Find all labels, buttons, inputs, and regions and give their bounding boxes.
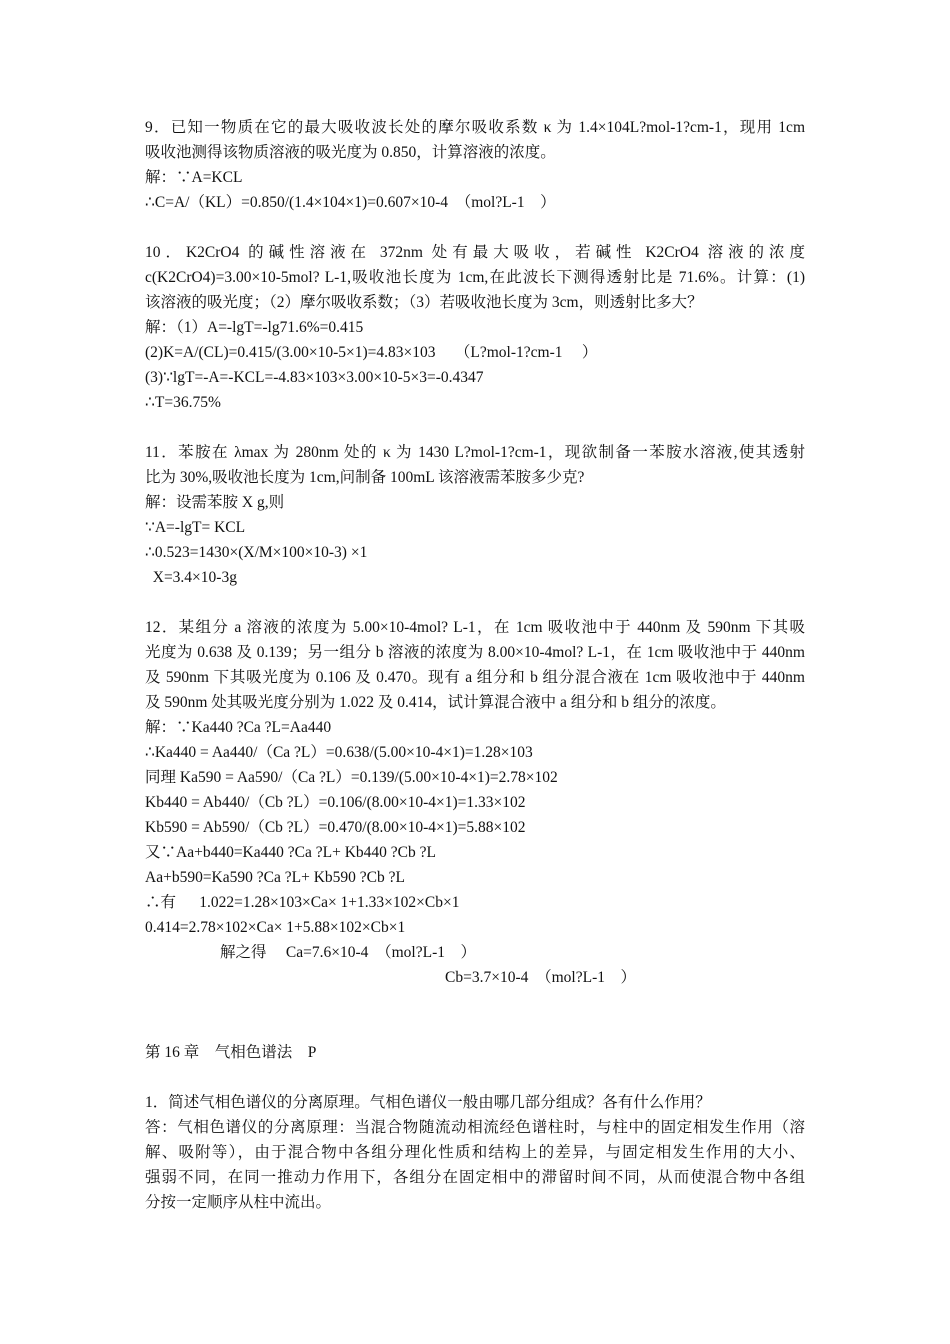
q12-solution-line-6: 又∵Aa+b440=Ka440 ?Ca ?L+ Kb440 ?Cb ?L — [145, 844, 436, 861]
q12-solution-line-10: 解之得 Ca=7.6×10-4 （mol?L-1 ） — [220, 944, 476, 961]
gc-q1-answer-line-2: 解、吸附等），由于混合物中各组分理化性质和结构上的差异，与固定相发生作用的大小、 — [145, 1144, 805, 1161]
q12-solution-line-1: 解：∵Ka440 ?Ca ?L=Aa440 — [145, 719, 332, 736]
q10-solution-line-2: (2)K=A/(CL)=0.415/(3.00×10-5×1)=4.83×103 （L?mol-1?cm-1 ） — [145, 344, 598, 361]
q11-line-2: 比为 30%,吸收池长度为 1cm,问制备 100mL 该溶液需苯胺多少克? — [145, 469, 585, 486]
q11-solution-line-1: 解：设需苯胺 X g,则 — [145, 494, 285, 511]
q9-solution-line-2: ∴C=A/（KL）=0.850/(1.4×104×1)=0.607×10-4 （mol?L-1 ） — [145, 194, 556, 211]
q11-solution-line-4: X=3.4×10-3g — [145, 569, 237, 586]
q9-line-2: 吸收池测得该物质溶液的吸光度为 0.850，计算溶液的浓度。 — [145, 144, 556, 161]
q12-line-2: 光度为 0.638 及 0.139；另一组分 b 溶液的浓度为 8.00×10-4mol? L-1，在 1cm 吸收池中于 440nm — [145, 644, 805, 661]
q10-solution-line-1: 解：（1）A=-lgT=-lg71.6%=0.415 — [145, 319, 364, 336]
q10-line-2: c(K2CrO4)=3.00×10-5mol? L-1,吸收池长度为 1cm,在此波长下测得透射比是 71.6%。计算：(1) — [145, 269, 805, 286]
q9-solution-line-1: 解：∵A=KCL — [145, 169, 243, 186]
q12-solution-line-5: Kb590 = Ab590/（Cb ?L）=0.470/(8.00×10-4×1)=5.88×102 — [145, 819, 526, 836]
gc-q1-answer-line-4: 分按一定顺序从柱中流出。 — [145, 1194, 332, 1211]
q12-line-4: 及 590nm 处其吸光度分别为 1.022 及 0.414，试计算混合液中 a 组分和 b 组分的浓度。 — [145, 694, 726, 711]
q11-solution-line-2: ∵A=-lgT= KCL — [145, 519, 246, 536]
q12-solution-line-2: ∴Ka440 = Aa440/（Ca ?L）=0.638/(5.00×10-4×1)=1.28×103 — [145, 744, 533, 761]
q11-solution-line-3: ∴0.523=1430×(X/M×100×10-3) ×1 — [145, 544, 368, 561]
q12-line-1: 12．某组分 a 溶液的浓度为 5.00×10-4mol? L-1，在 1cm 吸收池中于 440nm 及 590nm 下其吸 — [145, 619, 805, 636]
q10-solution-line-3: (3)∵lgT=-A=-KCL=-4.83×103×3.00×10-5×3=-0.4347 — [145, 369, 484, 386]
q9-line-1: 9．已知一物质在它的最大吸收波长处的摩尔吸收系数 κ 为 1.4×104L?mol-1?cm-1，现用 1cm — [145, 119, 805, 136]
q12-solution-line-11: Cb=3.7×10-4 （mol?L-1 ） — [445, 969, 636, 986]
q12-solution-line-8: ∴有 1.022=1.28×103×Ca× 1+1.33×102×Cb×1 — [145, 894, 460, 911]
q10-line-1: 10．K2CrO4 的碱性溶液在 372nm 处有最大吸收，若碱性 K2CrO4 溶液的浓度 — [145, 244, 805, 261]
q12-line-3: 及 590nm 下其吸光度为 0.106 及 0.470。现有 a 组分和 b 组分混合液在 1cm 吸收池中于 440nm — [145, 669, 805, 686]
q11-line-1: 11．苯胺在 λmax 为 280nm 处的 κ 为 1430 L?mol-1?cm-1，现欲制备一苯胺水溶液,使其透射 — [145, 444, 805, 461]
gc-q1-answer-line-3: 强弱不同，在同一推动力作用下，各组分在固定相中的滞留时间不同，从而使混合物中各组 — [145, 1169, 805, 1186]
gc-q1-line-1: 1．简述气相色谱仪的分离原理。气相色谱仪一般由哪几部分组成？各有什么作用？ — [145, 1094, 711, 1111]
q12-solution-line-9: 0.414=2.78×102×Ca× 1+5.88×102×Cb×1 — [145, 919, 406, 936]
q12-solution-line-7: Aa+b590=Ka590 ?Ca ?L+ Kb590 ?Cb ?L — [145, 869, 405, 886]
gc-q1-answer-line-1: 答：气相色谱仪的分离原理：当混合物随流动相流经色谱柱时，与柱中的固定相发生作用（溶 — [145, 1119, 805, 1136]
chapter-heading: 第 16 章 气相色谱法 P — [145, 1044, 317, 1061]
q10-line-3: 该溶液的吸光度；（2）摩尔吸收系数；（3）若吸收池长度为 3cm，则透射比多大？ — [145, 294, 703, 311]
q12-solution-line-4: Kb440 = Ab440/（Cb ?L）=0.106/(8.00×10-4×1)=1.33×102 — [145, 794, 526, 811]
q12-solution-line-3: 同理 Ka590 = Aa590/（Ca ?L）=0.139/(5.00×10-4×1)=2.78×102 — [145, 769, 558, 786]
q10-solution-line-4: ∴T=36.75% — [145, 394, 221, 411]
